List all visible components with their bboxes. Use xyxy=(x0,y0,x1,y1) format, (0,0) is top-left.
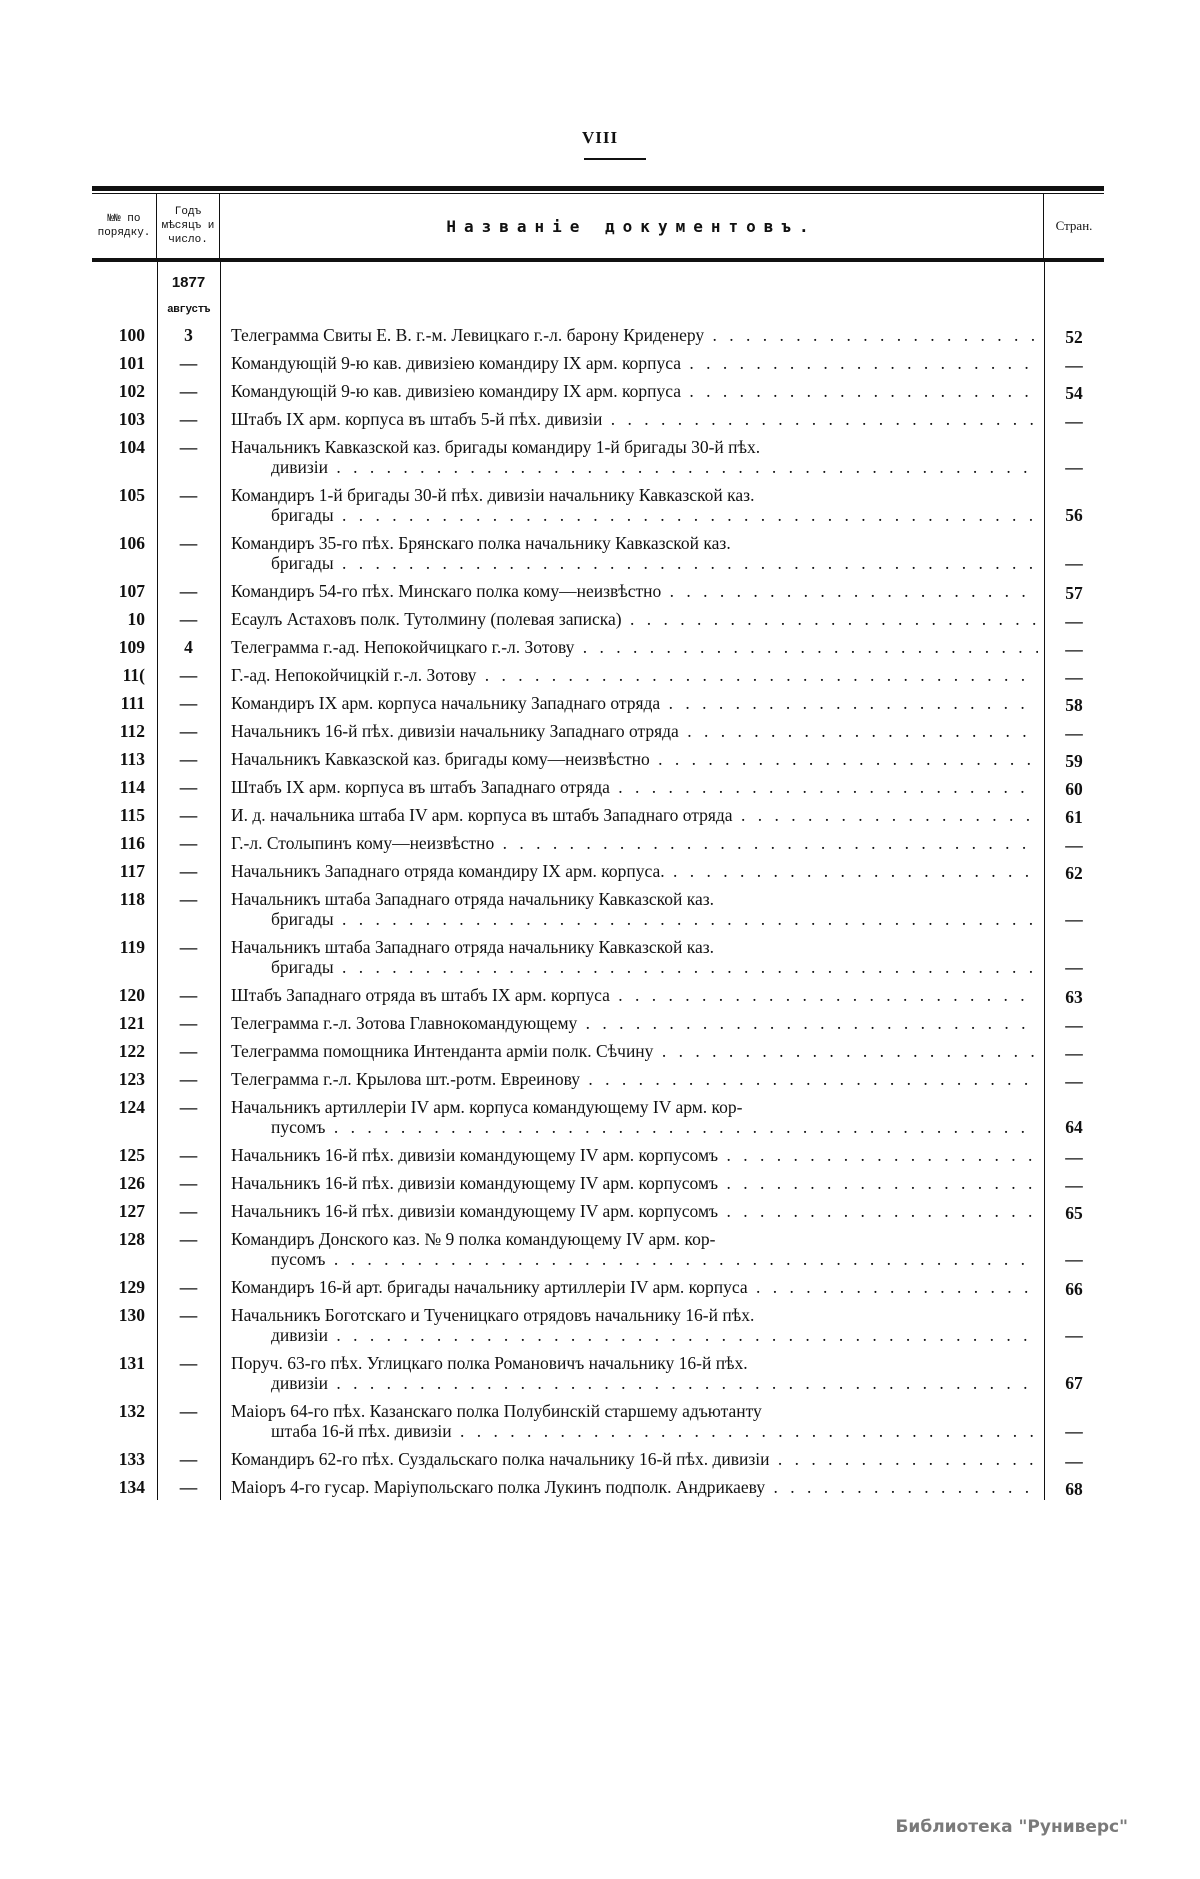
row-number: 10 xyxy=(127,609,145,629)
row-date: — xyxy=(179,381,198,401)
row-title xyxy=(220,632,1044,660)
table-row xyxy=(92,660,1104,688)
table-row xyxy=(92,884,1104,932)
row-page: — xyxy=(1065,410,1083,431)
row-page: — xyxy=(1065,957,1083,977)
row-title xyxy=(220,1444,1044,1472)
table-row xyxy=(92,604,1104,632)
row-title-text: Командиръ 16-й арт. бригады начальнику артиллеріи IV арм. корпуса . . . xyxy=(231,1277,1038,1297)
row-page: — xyxy=(1065,666,1083,687)
row-date: — xyxy=(179,353,198,373)
table-row xyxy=(92,1036,1104,1064)
library-watermark: Библиотека "Руниверс" xyxy=(895,1817,1128,1837)
row-title-continuation: бригады . . . xyxy=(231,909,1038,929)
row-date: — xyxy=(179,665,198,685)
row-page: 66 xyxy=(1065,1278,1083,1299)
row-title xyxy=(220,404,1044,432)
row-title-text: Телеграмма Свиты Е. В. г.-м. Левицкаго г.-л. барону Криденеру . . . xyxy=(231,325,1038,345)
month-label: августъ xyxy=(167,304,210,316)
row-date: — xyxy=(179,805,198,825)
row-date: — xyxy=(179,1449,198,1469)
row-title xyxy=(220,604,1044,632)
row-title-text: Командиръ 54-го пѣх. Минскаго полка кому—неизвѣстно . . . xyxy=(231,581,1038,601)
row-number: 122 xyxy=(118,1041,145,1061)
year-label: 1877 xyxy=(171,274,206,291)
row-page: — xyxy=(1065,1325,1083,1345)
row-date: — xyxy=(179,609,198,629)
row-title xyxy=(220,828,1044,856)
row-number: 101 xyxy=(118,353,145,373)
row-title-text: Штабъ Западнаго отряда въ штабъ IX арм. корпуса . . . xyxy=(231,985,1038,1005)
row-title xyxy=(220,432,1044,480)
row-page: 61 xyxy=(1065,806,1083,827)
row-date: — xyxy=(179,777,198,797)
table-row xyxy=(92,1196,1104,1224)
row-page: 56 xyxy=(1065,505,1083,525)
row-title xyxy=(220,772,1044,800)
page-number-rule xyxy=(584,158,646,160)
table-row xyxy=(92,1168,1104,1196)
row-date: — xyxy=(179,1145,198,1165)
row-title-text: Телеграмма г.-ад. Непокойчицкаго г.-л. Зотову . . . xyxy=(231,637,1038,657)
row-title-text: Начальникъ 16-й пѣх. дивизіи командующему IV арм. корпусомъ . . . xyxy=(231,1173,1038,1193)
row-title-text: Начальникъ штаба Западнаго отряда начальнику Кавказской каз. xyxy=(231,889,715,909)
row-date: — xyxy=(179,749,198,769)
row-number: 134 xyxy=(118,1477,145,1497)
row-title xyxy=(220,1092,1044,1140)
row-title-continuation: бригады . . . xyxy=(231,957,1038,977)
row-page: 52 xyxy=(1065,326,1083,347)
row-number: 114 xyxy=(119,777,145,797)
row-title-text: И. д. начальника штаба IV арм. корпуса въ штабъ Западнаго отряда . . . xyxy=(231,805,1038,825)
row-title xyxy=(220,1272,1044,1300)
row-page: — xyxy=(1065,1014,1083,1035)
row-date: — xyxy=(179,1201,198,1221)
row-date: — xyxy=(179,581,198,601)
row-title-text: Маіоръ 64-го пѣх. Казанскаго полка Полубинскій старшему адъютанту xyxy=(231,1401,762,1421)
row-title xyxy=(220,576,1044,604)
row-page: 63 xyxy=(1065,986,1083,1007)
table-row xyxy=(92,320,1104,348)
row-number: 125 xyxy=(118,1145,145,1165)
row-title xyxy=(220,800,1044,828)
row-title-text: Начальникъ 16-й пѣх. дивизіи командующему IV арм. корпусомъ . . . xyxy=(231,1201,1038,1221)
row-title-continuation: штаба 16-й пѣх. дивизіи . . . xyxy=(231,1421,1038,1441)
row-number: 121 xyxy=(118,1013,145,1033)
row-date: — xyxy=(179,937,198,957)
row-title-text: Штабъ IX арм. корпуса въ штабъ Западнаго отряда . . . xyxy=(231,777,1038,797)
row-title-text: Поруч. 63-го пѣх. Углицкаго полка Романовичъ начальнику 16-й пѣх. xyxy=(231,1353,748,1373)
row-title xyxy=(220,1168,1044,1196)
row-title xyxy=(220,348,1044,376)
row-page: — xyxy=(1065,354,1083,375)
row-number: 11( xyxy=(122,665,145,685)
row-page: — xyxy=(1065,1421,1083,1441)
row-title xyxy=(220,1396,1044,1444)
row-page: — xyxy=(1065,638,1083,659)
row-title-text: Начальникъ Кавказской каз. бригады командиру 1-й бригады 30-й пѣх. xyxy=(231,437,761,457)
row-date: — xyxy=(179,1229,198,1249)
row-title-text: Начальникъ Боготскаго и Тученицкаго отрядовъ начальнику 16-й пѣх. xyxy=(231,1305,755,1325)
row-title-continuation: пусомъ . . . xyxy=(231,1249,1038,1269)
row-title xyxy=(220,1008,1044,1036)
row-title-continuation: бригады . . . xyxy=(231,553,1038,573)
row-page: — xyxy=(1065,457,1083,477)
year-row xyxy=(92,262,1104,304)
table-row xyxy=(92,576,1104,604)
row-title-text: Командующій 9-ю кав. дивизіею командиру IX арм. корпуса . . . xyxy=(231,353,1038,373)
row-date: — xyxy=(179,833,198,853)
row-number: 105 xyxy=(118,485,145,505)
page-number: VIII xyxy=(581,128,619,147)
row-number: 124 xyxy=(118,1097,145,1117)
row-number: 106 xyxy=(118,533,145,553)
row-number: 104 xyxy=(118,437,145,457)
row-title-text: Начальникъ 16-й пѣх. дивизіи начальнику Западнаго отряда . . . xyxy=(231,721,1038,741)
row-date: — xyxy=(179,1041,198,1061)
header-title: Названіе документовъ. xyxy=(220,194,1044,258)
table-row xyxy=(92,1348,1104,1396)
header-number: №№ по порядку. xyxy=(92,194,157,258)
row-number: 131 xyxy=(118,1353,145,1373)
header-page: Стран. xyxy=(1055,218,1093,233)
table-row xyxy=(92,632,1104,660)
row-title xyxy=(220,1196,1044,1224)
row-number: 133 xyxy=(118,1449,145,1469)
row-title-continuation: дивизіи . . . xyxy=(231,1325,1038,1345)
column-divider xyxy=(1044,262,1045,1500)
row-date: — xyxy=(179,721,198,741)
row-number: 129 xyxy=(118,1277,145,1297)
table-row xyxy=(92,432,1104,480)
row-title xyxy=(220,932,1044,980)
documents-table xyxy=(92,186,1104,1500)
row-date: 3 xyxy=(184,325,193,345)
row-page: 65 xyxy=(1065,1202,1083,1223)
row-title xyxy=(220,980,1044,1008)
table-row xyxy=(92,1064,1104,1092)
row-title-continuation: дивизіи . . . xyxy=(231,1373,1038,1393)
table-row xyxy=(92,1396,1104,1444)
row-number: 113 xyxy=(119,749,145,769)
row-number: 120 xyxy=(118,985,145,1005)
row-number: 103 xyxy=(118,409,145,429)
row-title-text: Командиръ IX арм. корпуса начальнику Западнаго отряда . . . xyxy=(231,693,1038,713)
table-row xyxy=(92,800,1104,828)
row-title xyxy=(220,1472,1044,1500)
row-page: 58 xyxy=(1065,694,1083,715)
table-row xyxy=(92,932,1104,980)
row-page: 68 xyxy=(1065,1478,1083,1499)
table-body xyxy=(92,262,1104,1500)
row-page: 59 xyxy=(1065,750,1083,771)
row-number: 116 xyxy=(119,833,145,853)
row-title xyxy=(220,688,1044,716)
row-number: 115 xyxy=(119,805,145,825)
row-date: — xyxy=(179,693,198,713)
row-title xyxy=(220,1036,1044,1064)
row-title xyxy=(220,1140,1044,1168)
row-date: — xyxy=(179,485,198,505)
row-date: — xyxy=(179,1173,198,1193)
row-page: — xyxy=(1065,722,1083,743)
table-row xyxy=(92,1140,1104,1168)
row-date: — xyxy=(179,1013,198,1033)
row-title-text: Командиръ 1-й бригады 30-й пѣх. дивизіи начальнику Кавказской каз. xyxy=(231,485,755,505)
row-number: 130 xyxy=(118,1305,145,1325)
table-row xyxy=(92,980,1104,1008)
row-date: — xyxy=(179,1353,198,1373)
row-title-text: Начальникъ артиллеріи IV арм. корпуса командующему IV арм. кор- xyxy=(231,1097,743,1117)
row-page: 57 xyxy=(1065,582,1083,603)
row-title xyxy=(220,744,1044,772)
row-date: — xyxy=(179,1477,198,1497)
row-page: — xyxy=(1065,1070,1083,1091)
table-row xyxy=(92,1092,1104,1140)
row-date: — xyxy=(179,1277,198,1297)
row-title xyxy=(220,856,1044,884)
row-date: — xyxy=(179,985,198,1005)
row-title-text: Г.-л. Столыпинъ кому—неизвѣстно . . . xyxy=(231,833,1038,853)
table-row xyxy=(92,744,1104,772)
row-title-text: Начальникъ Западнаго отряда командиру IX арм. корпуса. . . . xyxy=(231,861,1038,881)
row-number: 111 xyxy=(120,693,145,713)
row-date: — xyxy=(179,1305,198,1325)
row-number: 109 xyxy=(118,637,145,657)
row-page: 62 xyxy=(1065,862,1083,883)
row-page: — xyxy=(1065,610,1083,631)
row-title xyxy=(220,528,1044,576)
row-page: — xyxy=(1065,834,1083,855)
row-title xyxy=(220,1348,1044,1396)
row-title xyxy=(220,660,1044,688)
row-title-text: Телеграмма помощника Интенданта арміи полк. Сѣчину . . . xyxy=(231,1041,1038,1061)
row-title-text: Командиръ 35-го пѣх. Брянскаго полка начальнику Кавказской каз. xyxy=(231,533,731,553)
row-page: — xyxy=(1065,1146,1083,1167)
row-date: — xyxy=(179,1097,198,1117)
row-number: 119 xyxy=(119,937,145,957)
table-header xyxy=(92,194,1104,262)
table-top-rule xyxy=(92,186,1104,191)
row-number: 127 xyxy=(118,1201,145,1221)
row-date: 4 xyxy=(184,637,193,657)
row-date: — xyxy=(179,1401,198,1421)
row-title-text: Командиръ Донского каз. № 9 полка командующему IV арм. кор- xyxy=(231,1229,716,1249)
table-row xyxy=(92,528,1104,576)
row-date: — xyxy=(179,409,198,429)
row-title-text: Есаулъ Астаховъ полк. Тутолмину (полевая записка) . . . xyxy=(231,609,1038,629)
row-date: — xyxy=(179,533,198,553)
row-title-text: Телеграмма г.-л. Зотова Главнокомандующему . . . xyxy=(231,1013,1038,1033)
row-title xyxy=(220,320,1044,348)
row-page: 67 xyxy=(1065,1373,1083,1393)
row-number: 118 xyxy=(119,889,145,909)
row-page: — xyxy=(1065,909,1083,929)
table-row xyxy=(92,688,1104,716)
column-divider xyxy=(157,262,158,1500)
row-page: — xyxy=(1065,1174,1083,1195)
table-row xyxy=(92,1300,1104,1348)
row-title-text: Начальникъ 16-й пѣх. дивизіи командующему IV арм. корпусомъ . . . xyxy=(231,1145,1038,1165)
table-row xyxy=(92,856,1104,884)
row-title-text: Командиръ 62-го пѣх. Суздальскаго полка начальнику 16-й пѣх. дивизіи . . . xyxy=(231,1449,1038,1469)
table-row xyxy=(92,404,1104,432)
row-title-continuation: дивизіи . . . xyxy=(231,457,1038,477)
row-number: 126 xyxy=(118,1173,145,1193)
row-number: 128 xyxy=(118,1229,145,1249)
row-title xyxy=(220,1224,1044,1272)
row-title xyxy=(220,480,1044,528)
table-row xyxy=(92,1008,1104,1036)
row-page: 54 xyxy=(1065,382,1083,403)
row-title-text: Штабъ IX арм. корпуса въ штабъ 5-й пѣх. дивизіи . . . xyxy=(231,409,1038,429)
header-date: Годъ мѣсяцъ и число. xyxy=(157,194,220,258)
row-page: 60 xyxy=(1065,778,1083,799)
row-title-text: Телеграмма г.-л. Крылова шт.-ротм. Евреинову . . . xyxy=(231,1069,1038,1089)
row-page: 64 xyxy=(1065,1117,1083,1137)
table-row xyxy=(92,1224,1104,1272)
row-title-text: Маіоръ 4-го гусар. Маріупольскаго полка Лукинъ подполк. Андрикаеву . . . xyxy=(231,1477,1038,1497)
row-page: — xyxy=(1065,553,1083,573)
row-page: — xyxy=(1065,1042,1083,1063)
row-title-text: Командующій 9-ю кав. дивизіею командиру IX арм. корпуса . . . xyxy=(231,381,1038,401)
row-date: — xyxy=(179,889,198,909)
row-page: — xyxy=(1065,1249,1083,1269)
table-row xyxy=(92,1272,1104,1300)
row-number: 117 xyxy=(119,861,145,881)
row-title xyxy=(220,884,1044,932)
row-date: — xyxy=(179,437,198,457)
row-title-continuation: пусомъ . . . xyxy=(231,1117,1038,1137)
row-number: 132 xyxy=(118,1401,145,1421)
month-row xyxy=(92,304,1104,320)
row-number: 107 xyxy=(118,581,145,601)
row-title-text: Г.-ад. Непокойчицкій г.-л. Зотову . . . xyxy=(231,665,1038,685)
row-number: 100 xyxy=(118,325,145,345)
table-row xyxy=(92,772,1104,800)
row-page: — xyxy=(1065,1450,1083,1471)
row-title-continuation: бригады . . . xyxy=(231,505,1038,525)
row-title xyxy=(220,1064,1044,1092)
table-row xyxy=(92,828,1104,856)
row-date: — xyxy=(179,1069,198,1089)
row-number: 123 xyxy=(118,1069,145,1089)
row-date: — xyxy=(179,861,198,881)
row-title-text: Начальникъ штаба Западнаго отряда начальнику Кавказской каз. xyxy=(231,937,715,957)
table-row xyxy=(92,348,1104,376)
row-title-text: Начальникъ Кавказской каз. бригады кому—неизвѣстно . . . xyxy=(231,749,1038,769)
table-row xyxy=(92,1444,1104,1472)
row-title xyxy=(220,716,1044,744)
table-row xyxy=(92,376,1104,404)
table-row xyxy=(92,480,1104,528)
row-title xyxy=(220,376,1044,404)
row-title xyxy=(220,1300,1044,1348)
row-number: 112 xyxy=(119,721,145,741)
row-number: 102 xyxy=(118,381,145,401)
table-row xyxy=(92,716,1104,744)
table-row xyxy=(92,1472,1104,1500)
